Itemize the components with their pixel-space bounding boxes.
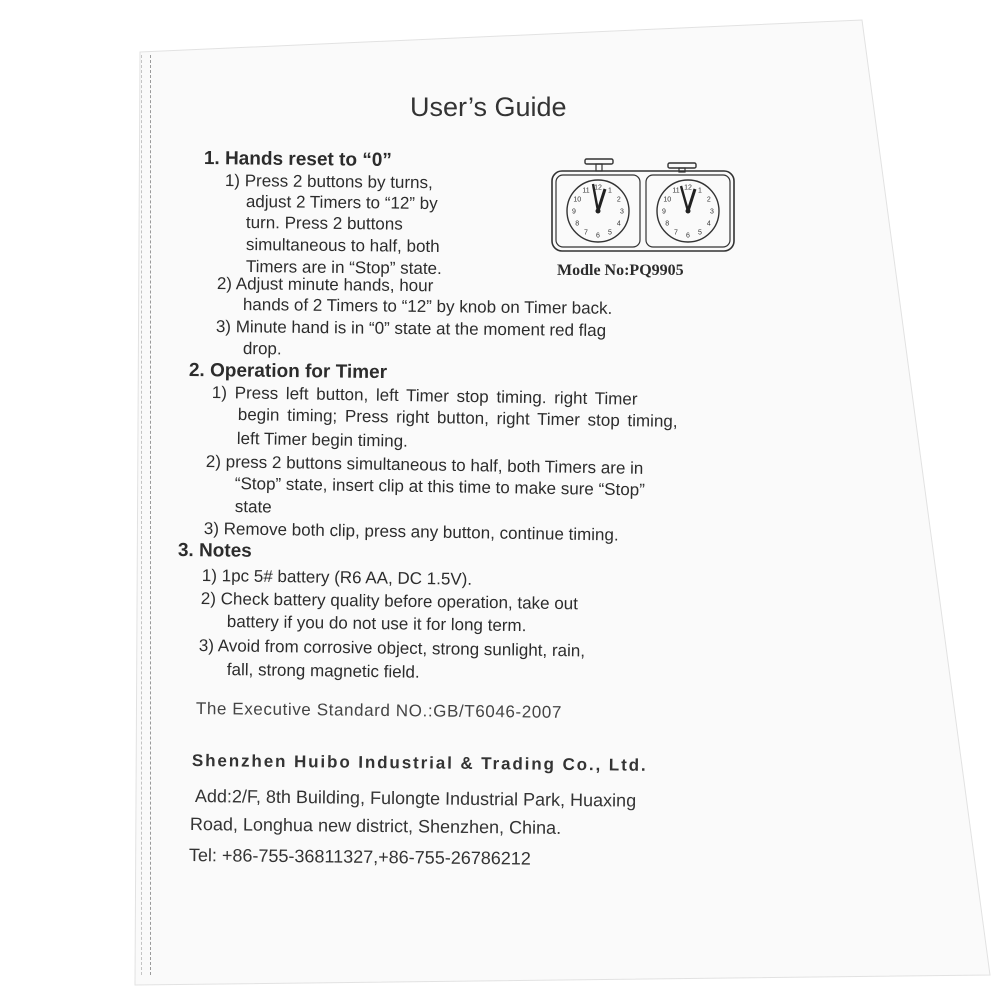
dial-number: 7 (584, 229, 588, 237)
dial-number: 3 (620, 208, 624, 216)
dial-number: 4 (616, 220, 621, 228)
instruction-line: drop. (242, 339, 282, 359)
instruction-line: fall, strong magnetic field. (226, 660, 420, 682)
instruction-line: hands of 2 Timers to “12” by knob on Timer back. (242, 295, 613, 318)
dial-number: 4 (706, 220, 711, 228)
instruction-line: 3) Avoid from corrosive object, strong sunlight, rain, (198, 636, 586, 661)
dial-number: 7 (674, 229, 678, 237)
company-phone: Tel: +86-755-36811327,+86-755-26786212 (188, 845, 531, 869)
dial-number: 10 (663, 196, 672, 204)
dial-number: 9 (662, 208, 666, 216)
dial-number: 2 (616, 196, 621, 204)
dial-number: 5 (698, 229, 702, 237)
dial-number: 10 (573, 196, 582, 204)
fold-line-outer (141, 55, 142, 975)
dial-number: 12 (594, 184, 602, 192)
chess-clock-icon (548, 157, 738, 259)
company-address-line1: Add:2/F, 8th Building, Fulongte Industrial Park, Huaxing (194, 786, 637, 811)
dial-number: 6 (596, 232, 600, 240)
dial-number: 12 (684, 184, 692, 192)
dial-number: 9 (572, 208, 576, 216)
dial-number: 2 (706, 196, 711, 204)
instruction-line: 3) Minute hand is in “0” state at the moment red flag (215, 317, 607, 341)
company-name: Shenzhen Huibo Industrial & Trading Co., Ltd. (191, 751, 648, 775)
instruction-line: 2) Adjust minute hands, hour (216, 274, 434, 296)
instruction-line: begin timing; Press right button, right Timer stop timing, (237, 405, 678, 431)
model-caption: Modle No:PQ9905 (557, 262, 684, 279)
instruction-line: 2) press 2 buttons simultaneous to half, both Timers are in (205, 452, 644, 478)
dial-number: 5 (608, 229, 612, 237)
instruction-line: “Stop” state, insert clip at this time to make sure “Stop” (234, 474, 646, 500)
section-heading: 1. Hands reset to “0” (203, 148, 392, 171)
instruction-line: turn. Press 2 buttons (245, 213, 403, 234)
instruction-line: 3) Remove both clip, press any button, continue timing. (203, 519, 619, 545)
section-heading: 2. Operation for Timer (188, 360, 388, 384)
instruction-line: simultaneous to half, both (245, 235, 440, 257)
fold-line (150, 55, 151, 975)
instruction-line: 1) Press left button, left Timer stop timing. right Timer (211, 383, 638, 409)
instruction-line: 2) Check battery quality before operation, take out (200, 589, 579, 614)
instruction-line: adjust 2 Timers to “12” by (245, 192, 438, 214)
company-address-line2: Road, Longhua new district, Shenzhen, China. (189, 814, 562, 838)
section-heading: 3. Notes (177, 540, 252, 562)
instruction-line: 1) Press 2 buttons by turns, (224, 171, 433, 193)
instruction-line: battery if you do not use it for long term. (226, 612, 527, 636)
page-title: User’s Guide (410, 92, 567, 122)
dial-number: 3 (710, 208, 714, 216)
dial-number: 8 (665, 220, 670, 228)
dial-number: 1 (698, 187, 702, 195)
instruction-line: left Timer begin timing. (236, 429, 409, 451)
dial-number: 11 (582, 187, 590, 195)
dial-number: 8 (575, 220, 580, 228)
instruction-line: state (234, 497, 272, 517)
instruction-line: 1) 1pc 5# battery (R6 AA, DC 1.5V). (201, 566, 473, 589)
dial-number: 11 (672, 187, 680, 195)
instruction-line: Timers are in “Stop” state. (245, 257, 442, 279)
dial-number: 1 (608, 187, 612, 195)
standard-note: The Executive Standard NO.:GB/T6046-2007 (195, 699, 563, 722)
dial-number: 6 (686, 232, 690, 240)
